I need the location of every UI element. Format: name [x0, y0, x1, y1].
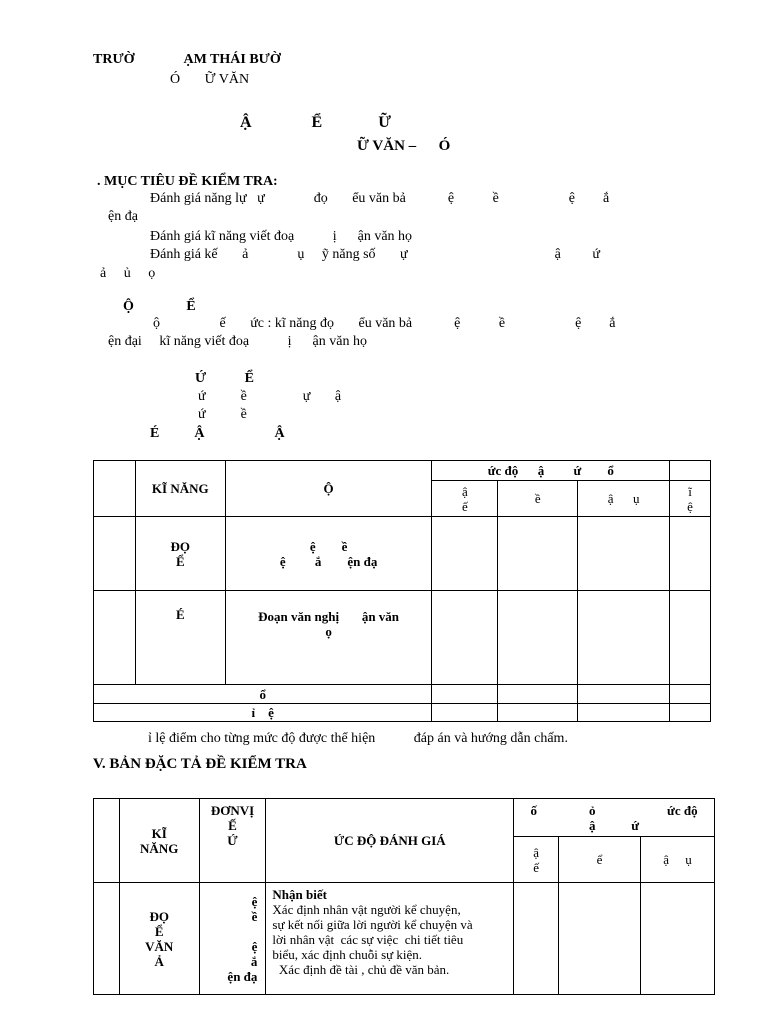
section3-heading: Ứ Ể: [195, 371, 254, 386]
header-levels: ố ỏ ức độ ậ ứ: [514, 799, 715, 837]
document-title: Ậ Ể Ữ: [240, 114, 391, 131]
table-cell: [670, 591, 711, 685]
level-understand: ề: [498, 481, 578, 517]
header-content: Ộ: [225, 461, 432, 517]
row-skill: ĐỌ Ể VĂN Ả: [119, 883, 199, 995]
table-cell: [670, 517, 711, 591]
table-cell: [94, 799, 120, 883]
table-cell: [670, 685, 711, 704]
table-cell: [432, 591, 498, 685]
row-skill: ĐỌ Ể: [135, 517, 225, 591]
header-unit: ĐƠNVỊ Ế Ứ: [199, 799, 266, 883]
total-row-label: ổ: [94, 685, 432, 704]
section1-line: Đánh giá kĩ năng viết đoạ ị ận văn họ: [150, 229, 413, 244]
table-cell: [641, 883, 715, 995]
level-recognize: ậ ế: [514, 837, 559, 883]
document-subtitle: Ữ VĂN – Ó: [357, 138, 451, 154]
section1-line: Đánh giá năng lự ự đọ ểu văn bả ệ ề ệ ắ: [150, 191, 610, 206]
eval-line: lời nhân vật các sự việc chi tiết tiêu: [272, 932, 464, 947]
table-row: [94, 704, 711, 722]
table-row: [94, 883, 715, 995]
table-cell: [578, 517, 670, 591]
subject-group: Ó Ữ VĂN: [170, 72, 250, 87]
table-cell: [498, 704, 578, 722]
table-cell: [670, 704, 711, 722]
eval-line: biểu, xác định chuỗi sự kiện.: [272, 947, 423, 962]
specification-table: [93, 798, 715, 995]
header-skill: KĨ NĂNG: [119, 799, 199, 883]
table-cell: [578, 704, 670, 722]
matrix-table: [93, 460, 711, 722]
section2-line: ện đại kĩ năng viết đoạ ị ận văn họ: [108, 334, 367, 349]
section3-line: ứ ề: [198, 407, 247, 422]
header-evaluation: ỨC ĐỘ ĐÁNH GIÁ: [266, 799, 514, 883]
section2-line: ộ ế ức : kĩ năng đọ ểu văn bả ệ ề ệ ắ: [153, 316, 616, 331]
level-understand: ể: [559, 837, 641, 883]
eval-title: Nhận biết: [272, 887, 327, 902]
row-unit: ệ ề ệ ắ ện đạ: [199, 883, 266, 995]
table-cell: [432, 517, 498, 591]
table-cell: [670, 461, 711, 481]
eval-line: Xác định nhân vật người kể chuyện,: [272, 902, 461, 917]
eval-line: sự kết nối giữa lời người kể chuyện và: [272, 917, 473, 932]
table-cell: [559, 883, 641, 995]
section5-heading: V. BẢN ĐẶC TẢ ĐỀ KIỂM TRA: [93, 756, 307, 772]
table-cell: [498, 685, 578, 704]
level-apply: ậ ụ: [578, 481, 670, 517]
table-cell: [578, 591, 670, 685]
table-row: [94, 591, 711, 685]
level-apply: ậ ụ: [641, 837, 715, 883]
row-skill: É: [135, 591, 225, 685]
table-cell: [432, 704, 498, 722]
row-content: Đoạn văn nghị ận văn ọ: [225, 591, 432, 685]
table-cell: [94, 591, 136, 685]
section2-heading: Ộ Ể: [123, 299, 196, 314]
table-cell: [514, 883, 559, 995]
row-evaluation: [266, 883, 514, 995]
section1-line: ả ủ ọ: [100, 266, 156, 281]
table-row: [94, 517, 711, 591]
table-cell: [498, 517, 578, 591]
ratio-row-label: ỉ ệ: [94, 704, 432, 722]
table-cell: [94, 883, 120, 995]
section3-subheading: É Ậ Ậ: [150, 426, 285, 441]
level-recognize: ậ ế: [432, 481, 498, 517]
header-levels: ức độ ậ ứ ổ: [432, 461, 670, 481]
table-row: [94, 685, 711, 704]
table-cell: [578, 685, 670, 704]
level-total: ĩ ệ: [670, 481, 711, 517]
table-cell: [432, 685, 498, 704]
header-skill: KĨ NĂNG: [135, 461, 225, 517]
score-note: ỉ lệ điểm cho từng mức độ được thể hiện đáp án và hướng dẫn chấm.: [148, 731, 568, 746]
table-cell: [498, 591, 578, 685]
table-cell: [94, 461, 136, 517]
row-content: ệ ề ệ ắ ện đạ: [225, 517, 432, 591]
school-name: TRƯỜ ẠM THÁI BƯỜ: [93, 52, 281, 67]
section1-line: ện đạ: [108, 209, 138, 224]
section1-heading: . MỤC TIÊU ĐỀ KIỂM TRA:: [97, 174, 278, 189]
section3-line: ứ ề ự ậ: [198, 389, 342, 404]
table-cell: [94, 517, 136, 591]
eval-line: Xác định đề tài , chủ đề văn bản.: [272, 962, 450, 977]
section1-line: Đánh giá kế ả ụ ỹ năng số ự ậ ứ: [150, 247, 600, 262]
